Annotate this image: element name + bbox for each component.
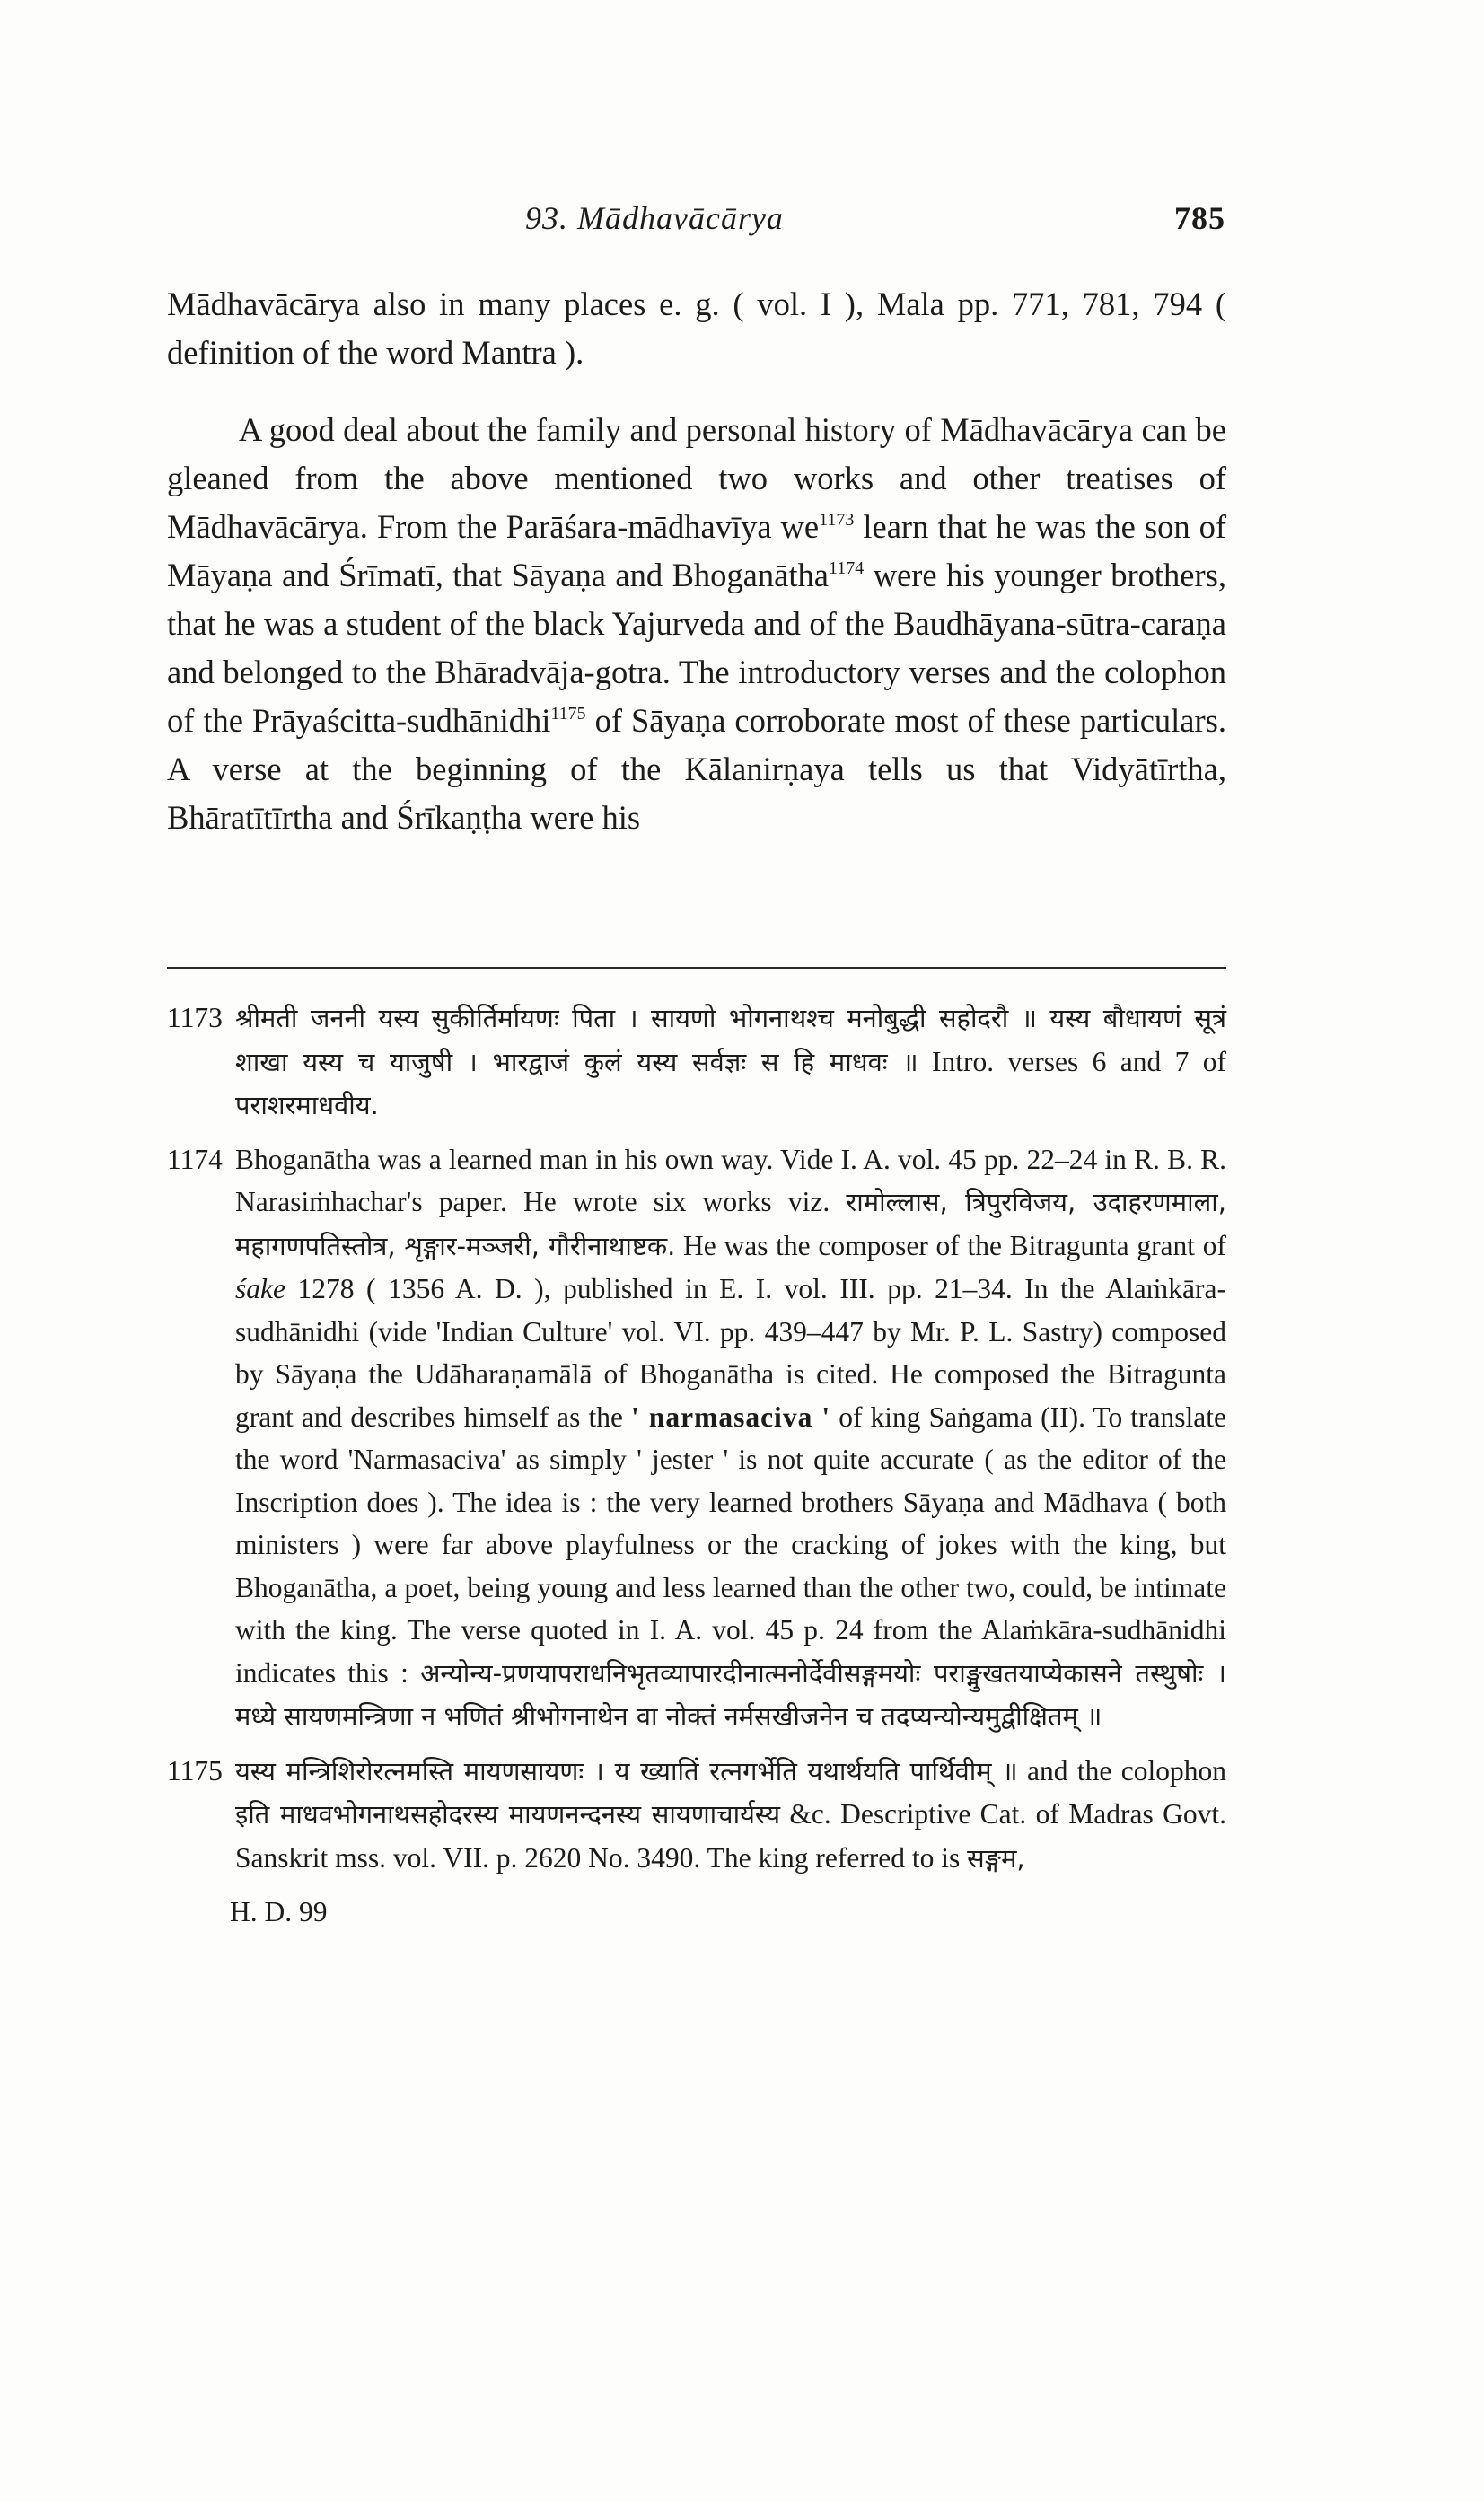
footnote-1173 — [167, 996, 1226, 1128]
footnote-ref-1175: 1175 — [550, 704, 586, 724]
paragraph-1: Mādhavācārya also in many places e. g. ( vol. I ), Mala pp. 771, 781, 794 ( definition of the word Mantra ). — [167, 285, 1226, 371]
footnote-number: 1173 — [167, 1002, 223, 1033]
footnote-number: 1174 — [167, 1143, 223, 1175]
footnotes — [167, 996, 1226, 1934]
paragraph-2: A good deal about the family and personal history of Mādhavācārya can be gleaned from the above mentioned two works and other treatises of Mādhavācārya. From the Parāśara-mādhavīya $we^{1173}$ learn that he was the son of Māyaṇa and Śrīmatī, that Sāyaṇa and Bhoganātha$^{1174}$ were his younger brothers, that he was a student of the black Yajurveda and of the Baudhāyana-sūtra-caraṇa and belonged to the Bhāradvāja-gotra. The introductory verses and the colophon of the Prāyaścitta-sudhānidhi$^{1175}$ of Sāyaṇa corroborate most of these particulars. A verse at the beginning of the Kālanirṇaya tells us that Vidyātīrtha, Bhāratītīrtha and Śrīkaṇṭha were his — [167, 411, 1226, 836]
footnote-ref-1173: 1173 — [819, 510, 855, 530]
main-text — [167, 280, 1226, 842]
running-header — [525, 199, 1225, 237]
page-number: 785 — [1174, 200, 1225, 236]
footnote-number: 1175 — [167, 1754, 223, 1787]
footnote-text: श्रीमती जननी यस्य सुकीर्तिर्मायणः पिता । सायणो भोगनाथश्च मनोबुद्धी सहोदरौ ॥ यस्य बौधायणं सूत्रं शाखा यस्य च याजुषी । भारद्वाजं कुलं यस्य सर्वज्ञः स हि माधवः ॥ Intro. verses 6 and 7 of पराशरमाधवीय. — [235, 1003, 1226, 1120]
footnote-divider — [167, 967, 1226, 969]
footnote-text: यस्य मन्त्रिशिरोरत्नमस्ति मायणसायणः । य ख्यातिं रत्नगर्भेति यथार्थयति पार्थिवीम् ॥ and the colophon इति माधवभोगनाथसहोदरस्य मायणनन्दनस्य सायणाचार्यस्य &c. Descriptive Cat. of Madras Govt. Sanskrit mss. vol. VII. p. 2620 No. 3490. The king referred to is सङ्गम, — [235, 1754, 1226, 1874]
footnote-ref-1174: 1174 — [828, 558, 865, 578]
chapter-title: 93. Mādhavācārya — [525, 200, 784, 236]
footnote-1175 — [167, 1750, 1226, 1881]
signature-mark: H. D. 99 — [230, 1896, 328, 1927]
footnote-1174 — [167, 1138, 1226, 1739]
footnote-text: Bhoganātha was a learned man in his own way. Vide I. A. vol. 45 pp. 22–24 in R. B. R. Narasiṁhachar's paper. He wrote six works viz. रामोल्लास, त्रिपुरविजय, उदाहरणमाला, महागणपतिस्तोत्र, शृङ्गार-मञ्जरी, गौरीनाथाष्टक. He was the composer of the Bitragunta grant of śake 1278 ( 1356 A. D. ), published in E. I. vol. III. pp. 21–34. In the Alaṁkāra-sudhānidhi (vide 'Indian Culture' vol. VI. pp. 439–447 by Mr. P. L. Sastry) composed by Sāyaṇa the Udāharaṇamālā of Bhoganātha is cited. He composed the Bitragunta grant and describes himself as the ' narmasaciva ' of king Saṅgama (II). To translate the word 'Narmasaciva' as simply ' jester ' is not quite accurate ( as the editor of the Inscription does ). The idea is : the very learned brothers Sāyaṇa and Mādhava ( both ministers ) were far above playfulness or the cracking of jokes with the king, but Bhoganātha, a poet, being young and less learned than the other two, could, be intimate with the king. The verse quoted in I. A. vol. 45 p. 24 from the Alaṁkāra-sudhānidhi indicates this : अन्योन्य-प्रणयापराधनिभृतव्यापारदीनात्मनोर्देवीसङ्गमयोः पराङ्मुखतयाप्येकासने तस्थुषोः । मध्ये सायणमन्त्रिणा न भणितं श्रीभोगनाथेन वा नोक्तं नर्मसखीजनेन च तदप्यन्योन्यमुद्वीक्षितम् ॥ — [235, 1143, 1227, 1732]
